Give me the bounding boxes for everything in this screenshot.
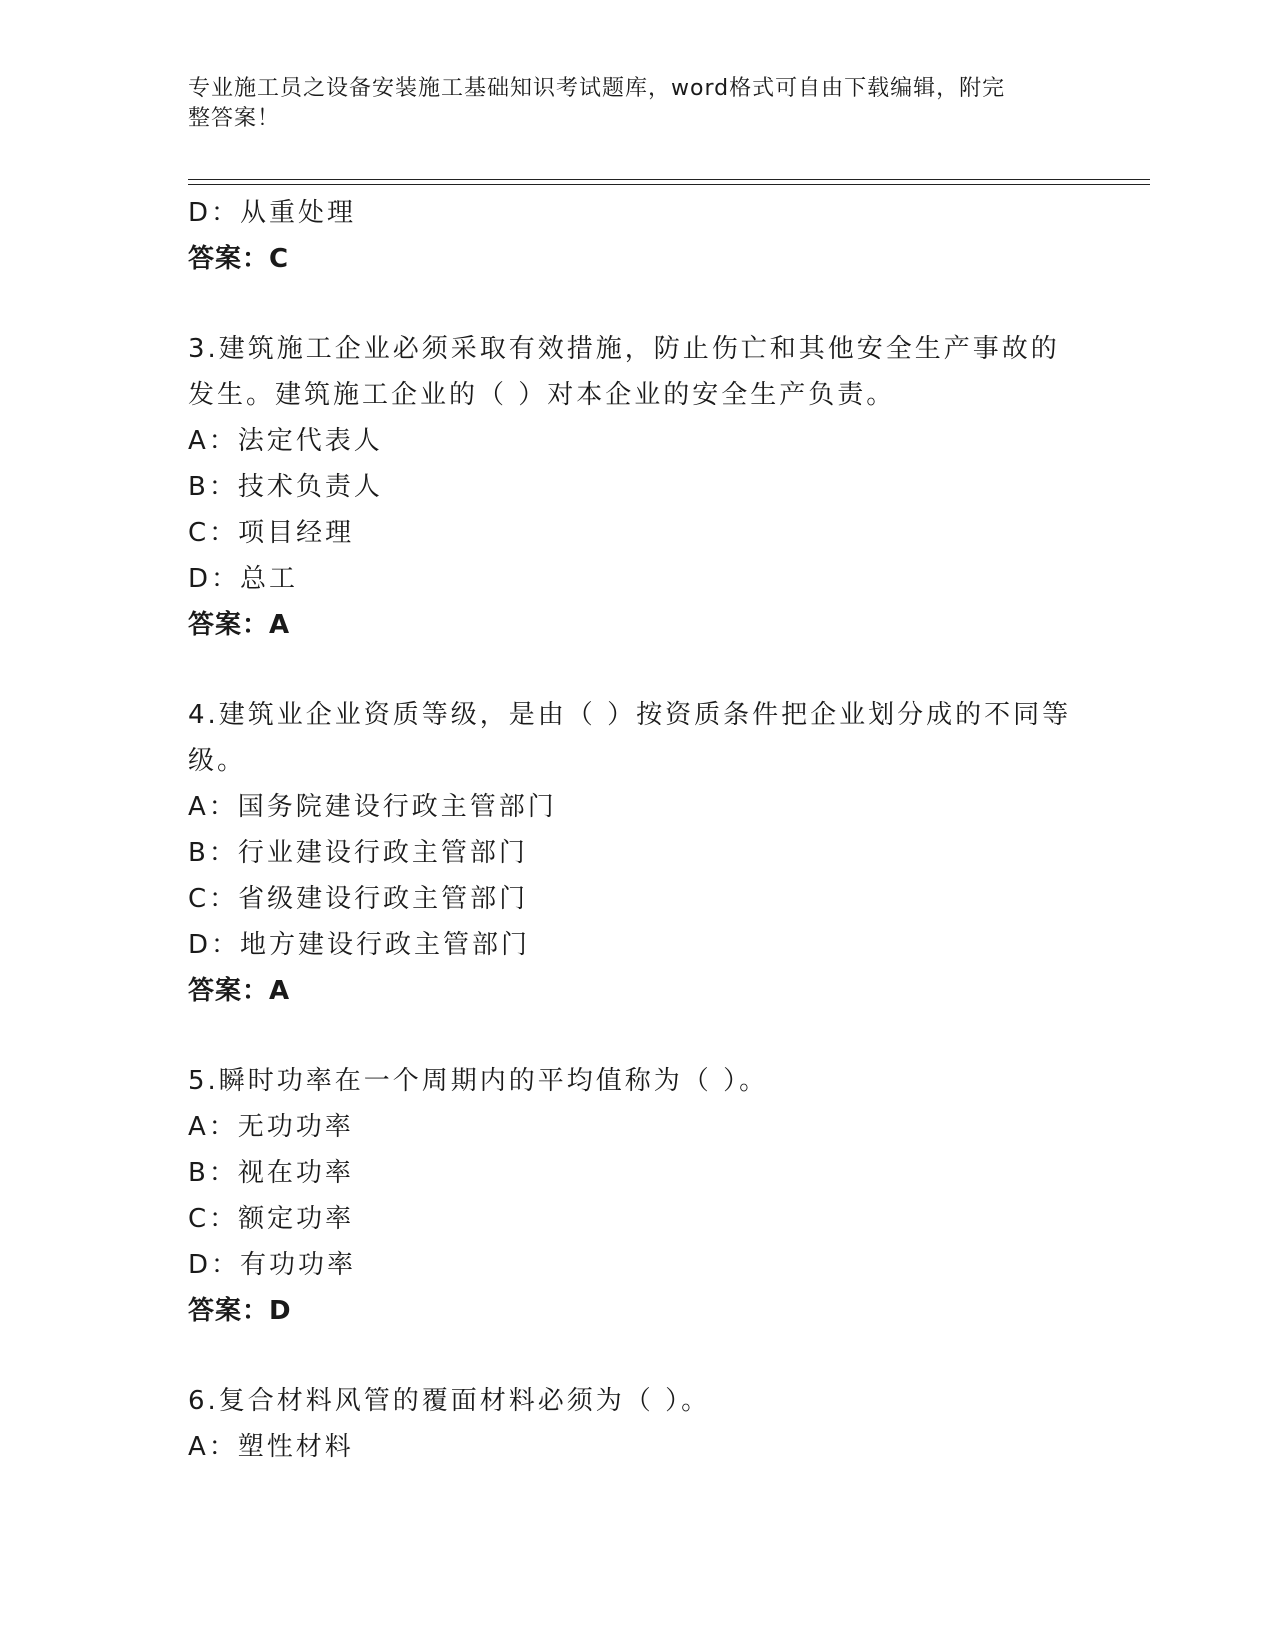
- answer: 答案：C: [188, 244, 290, 274]
- option-a: A：国务院建设行政主管部门: [188, 792, 557, 822]
- header-line-1: 专业施工员之设备安装施工基础知识考试题库，word格式可自由下载编辑，附完: [188, 76, 1006, 101]
- option-a: A：法定代表人: [188, 426, 383, 456]
- header-line-2: 整答案！: [188, 106, 281, 131]
- option-b: B：视在功率: [188, 1158, 354, 1188]
- option-d: D：从重处理: [188, 198, 357, 228]
- option-a: A：无功功率: [188, 1112, 354, 1142]
- question-list: [188, 190, 1088, 1470]
- option-c: C：额定功率: [188, 1204, 355, 1234]
- question-text: 级。: [188, 746, 247, 776]
- option-c: C：省级建设行政主管部门: [188, 884, 529, 914]
- option-a: A：塑性材料: [188, 1432, 354, 1462]
- answer: 答案：D: [188, 1296, 292, 1326]
- header-divider: [188, 179, 1150, 185]
- option-d: D：地方建设行政主管部门: [188, 930, 531, 960]
- question-text: 6.复合材料风管的覆面材料必须为（ ）。: [188, 1386, 711, 1416]
- answer: 答案：A: [188, 610, 291, 640]
- question-block: [188, 1058, 1088, 1334]
- question-text: 5.瞬时功率在一个周期内的平均值称为（ ）。: [188, 1066, 769, 1096]
- option-d: D：总工: [188, 564, 299, 594]
- question-text: 发生。建筑施工企业的（ ）对本企业的安全生产负责。: [188, 380, 896, 410]
- question-text: 3.建筑施工企业必须采取有效措施，防止伤亡和其他安全生产事故的: [188, 334, 1060, 364]
- answer: 答案：A: [188, 976, 291, 1006]
- question-block: [188, 692, 1088, 1014]
- question-block: [188, 1378, 1088, 1470]
- option-d: D：有功功率: [188, 1250, 357, 1280]
- question-block: [188, 326, 1088, 648]
- question-text: 4.建筑业企业资质等级，是由（ ）按资质条件把企业划分成的不同等: [188, 700, 1072, 730]
- document-header: [188, 74, 1068, 134]
- option-b: B：技术负责人: [188, 472, 383, 502]
- option-c: C：项目经理: [188, 518, 355, 548]
- option-b: B：行业建设行政主管部门: [188, 838, 528, 868]
